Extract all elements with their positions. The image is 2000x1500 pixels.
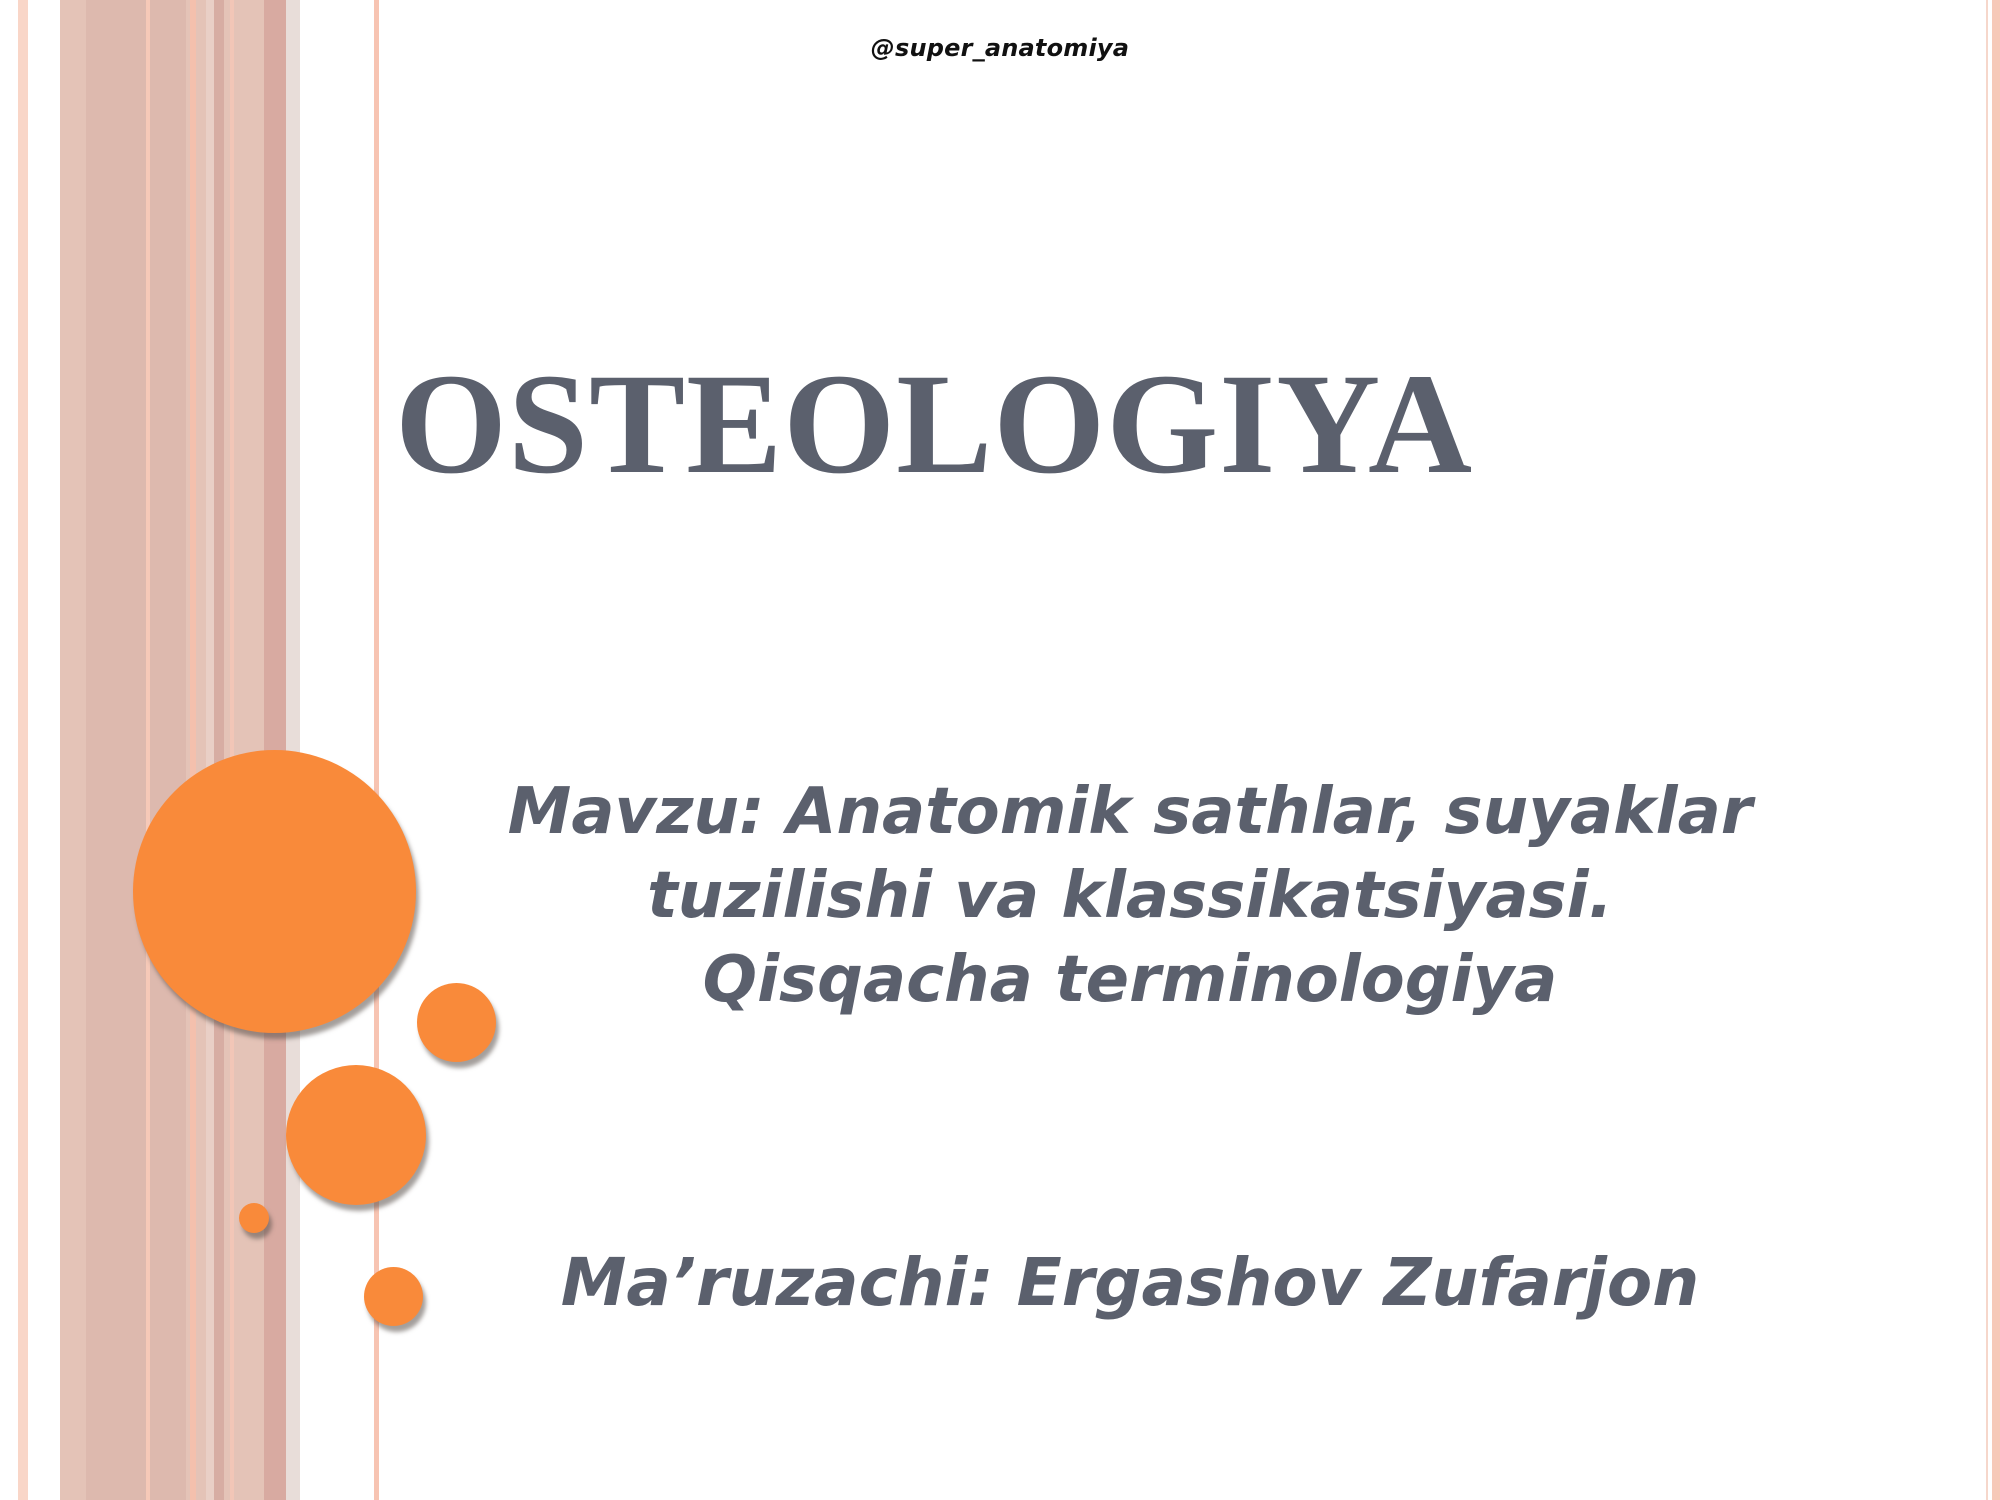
speaker-line: Ma’ruzachi: Ergashov Zufarjon [560, 1244, 1700, 1321]
tiny-circle [239, 1203, 269, 1233]
slide-subtitle [420, 770, 1840, 1022]
large-circle [133, 750, 416, 1033]
subtitle-line: tuzilishi va klassikatsiyasi. [647, 859, 1613, 933]
medium-circle [286, 1065, 426, 1205]
subtitle-line: Mavzu: Anatomik sathlar, suyaklar [507, 775, 1753, 849]
watermark-handle: @super_anatomiya [870, 34, 1130, 62]
right-edge-stripe [1992, 0, 2000, 1500]
slide-title: OSTEOLOGIYA [395, 345, 1474, 504]
small-circle [364, 1267, 423, 1326]
subtitle-line: Qisqacha terminologiya [702, 943, 1558, 1017]
right-edge-stripe [1986, 0, 1988, 1500]
